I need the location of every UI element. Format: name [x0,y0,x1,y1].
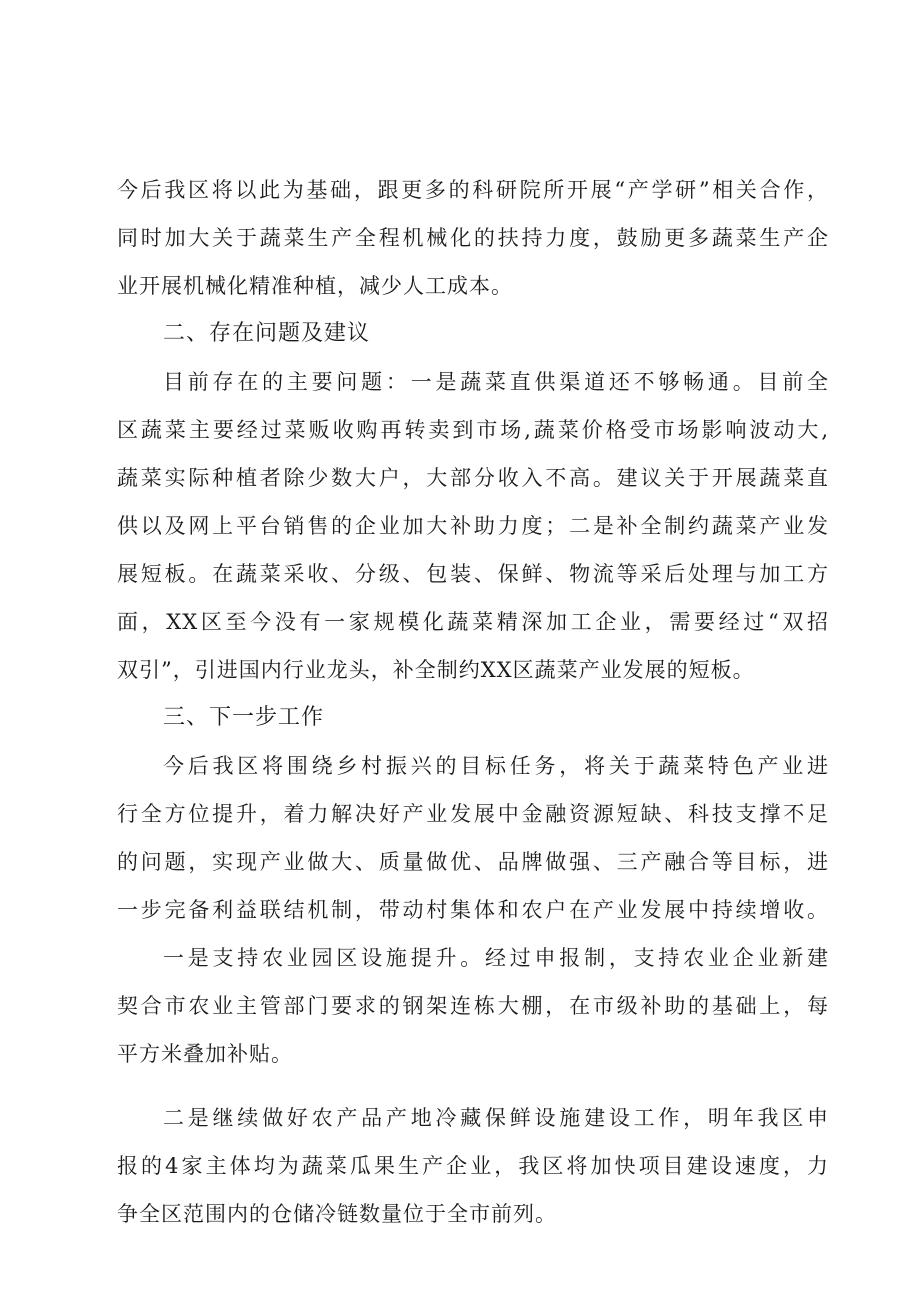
paragraph-line: 目前存在的主要问题：一是蔬菜直供渠道还不够畅通。目前全 [163,370,829,394]
paragraph-line: 二是继续做好农产品产地冷藏保鲜设施建设工作，明年我区申 [163,1106,829,1130]
paragraph-line: 今后我区将以此为基础，跟更多的科研院所开展“产学研”相关合作， [117,178,829,202]
paragraph-line: 平方米叠加补贴。 [117,1042,293,1066]
paragraph-line: 今后我区将围绕乡村振兴的目标任务，将关于蔬菜特色产业进 [163,754,829,778]
paragraph-gap [117,1078,829,1094]
paragraph-line: 同时加大关于蔬菜生产全程机械化的扶持力度，鼓励更多蔬菜生产企 [117,226,829,250]
section-paragraph [117,934,829,1078]
section-heading: 二、存在问题及建议 [163,321,371,346]
paragraph-line: 业开展机械化精准种植，减少人工成本。 [117,274,513,298]
paragraph-line: 契合市农业主管部门要求的钢架连栋大棚，在市级补助的基础上，每 [117,994,829,1018]
section-paragraph [117,742,829,934]
section-paragraph [117,358,829,694]
document-body [117,166,829,1238]
paragraph-line: 一是支持农业园区设施提升。经过申报制，支持农业企业新建 [163,946,829,970]
paragraph-line: 展短板。在蔬菜采收、分级、包装、保鲜、物流等采后处理与加工方 [117,562,829,586]
paragraph-line: 供以及网上平台销售的企业加大补助力度；二是补全制约蔬菜产业发 [117,514,829,538]
paragraph-line: 报的4家主体均为蔬菜瓜果生产企业，我区将加快项目建设速度，力 [117,1154,829,1178]
section-paragraph [117,1094,829,1238]
intro-paragraph [117,166,829,310]
paragraph-line: 的问题，实现产业做大、质量做优、品牌做强、三产融合等目标，进 [117,850,829,874]
paragraph-line: 行全方位提升，着力解决好产业发展中金融资源短缺、科技支撑不足 [117,802,829,826]
section-heading: 三、下一步工作 [163,705,325,730]
paragraph-line: 面，XX区至今没有一家规模化蔬菜精深加工企业，需要经过“双招 [117,610,829,634]
paragraph-line: 争全区范围内的仓储冷链数量位于全市前列。 [117,1202,557,1226]
paragraph-line: 蔬菜实际种植者除少数大户，大部分收入不高。建议关于开展蔬菜直 [117,466,829,490]
paragraph-line: 一步完备利益联结机制，带动村集体和农户在产业发展中持续增收。 [117,898,829,922]
paragraph-line: 双引”，引进国内行业龙头，补全制约XX区蔬菜产业发展的短板。 [117,658,755,682]
paragraph-line: 区蔬菜主要经过菜贩收购再转卖到市场,蔬菜价格受市场影响波动大, [117,418,829,442]
